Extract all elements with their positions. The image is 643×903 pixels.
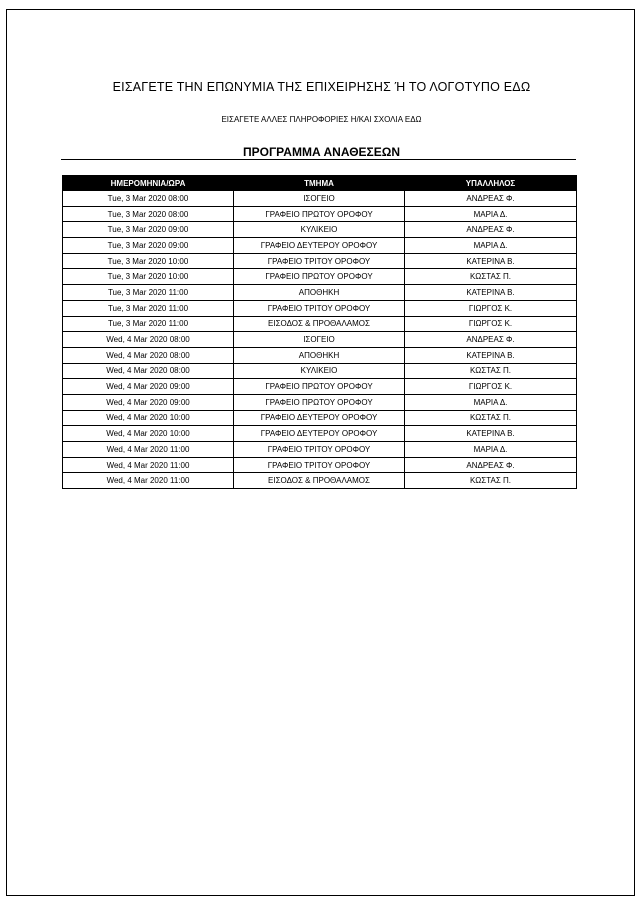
table-row — [63, 300, 577, 316]
employee-cell: ΚΩΣΤΑΣ Π. — [405, 410, 577, 426]
department-cell: ΓΡΑΦΕΙΟ ΔΕΥΤΕΡΟΥ ΟΡΟΦΟΥ — [234, 410, 405, 426]
employee-cell: ΜΑΡΙΑ Δ. — [405, 206, 577, 222]
table-row — [63, 473, 577, 489]
datetime-cell: Tue, 3 Mar 2020 10:00 — [63, 269, 234, 285]
table-header — [63, 176, 577, 191]
department-cell: ΚΥΛΙΚΕΙΟ — [234, 222, 405, 238]
datetime-cell: Wed, 4 Mar 2020 08:00 — [63, 332, 234, 348]
datetime-cell: Tue, 3 Mar 2020 08:00 — [63, 206, 234, 222]
employee-cell: ΚΩΣΤΑΣ Π. — [405, 473, 577, 489]
table-row — [63, 363, 577, 379]
department-cell: ΓΡΑΦΕΙΟ ΤΡΙΤΟΥ ΟΡΟΦΟΥ — [234, 300, 405, 316]
datetime-cell: Tue, 3 Mar 2020 10:00 — [63, 253, 234, 269]
assignment-schedule-table — [62, 175, 577, 489]
department-cell: ΓΡΑΦΕΙΟ ΠΡΩΤΟΥ ΟΡΟΦΟΥ — [234, 206, 405, 222]
table-row — [63, 316, 577, 332]
datetime-cell: Wed, 4 Mar 2020 11:00 — [63, 473, 234, 489]
datetime-cell: Wed, 4 Mar 2020 09:00 — [63, 394, 234, 410]
department-cell: ΙΣΟΓΕΙΟ — [234, 332, 405, 348]
department-cell: ΑΠΟΘΗΚΗ — [234, 347, 405, 363]
department-cell: ΓΡΑΦΕΙΟ ΤΡΙΤΟΥ ΟΡΟΦΟΥ — [234, 457, 405, 473]
datetime-cell: Tue, 3 Mar 2020 08:00 — [63, 191, 234, 207]
department-cell: ΕΙΣΟΔΟΣ & ΠΡΟΘΑΛΑΜΟΣ — [234, 316, 405, 332]
table-row — [63, 206, 577, 222]
employee-cell: ΚΑΤΕΡΙΝΑ Β. — [405, 285, 577, 301]
title-divider — [61, 159, 576, 160]
column-header-datetime: ΗΜΕΡΟΜΗΝΙΑ/ΩΡΑ — [63, 176, 234, 191]
datetime-cell: Tue, 3 Mar 2020 09:00 — [63, 238, 234, 254]
datetime-cell: Wed, 4 Mar 2020 10:00 — [63, 410, 234, 426]
department-cell: ΓΡΑΦΕΙΟ ΠΡΩΤΟΥ ΟΡΟΦΟΥ — [234, 379, 405, 395]
extra-info-placeholder: ΕΙΣΑΓΕΤΕ ΑΛΛΕΣ ΠΛΗΡΟΦΟΡΙΕΣ Η/ΚΑΙ ΣΧΟΛΙΑ ΕΔΩ — [221, 115, 422, 124]
table-row — [63, 191, 577, 207]
department-cell: ΑΠΟΘΗΚΗ — [234, 285, 405, 301]
employee-cell: ΓΙΩΡΓΟΣ Κ. — [405, 379, 577, 395]
table-row — [63, 410, 577, 426]
employee-cell: ΚΑΤΕΡΙΝΑ Β. — [405, 426, 577, 442]
department-cell: ΓΡΑΦΕΙΟ ΤΡΙΤΟΥ ΟΡΟΦΟΥ — [234, 253, 405, 269]
table-row — [63, 269, 577, 285]
department-cell: ΕΙΣΟΔΟΣ & ΠΡΟΘΑΛΑΜΟΣ — [234, 473, 405, 489]
department-cell: ΓΡΑΦΕΙΟ ΠΡΩΤΟΥ ΟΡΟΦΟΥ — [234, 269, 405, 285]
table-row — [63, 238, 577, 254]
datetime-cell: Wed, 4 Mar 2020 10:00 — [63, 426, 234, 442]
datetime-cell: Wed, 4 Mar 2020 08:00 — [63, 363, 234, 379]
datetime-cell: Wed, 4 Mar 2020 11:00 — [63, 442, 234, 458]
employee-cell: ΜΑΡΙΑ Δ. — [405, 238, 577, 254]
employee-cell: ΑΝΔΡΕΑΣ Φ. — [405, 191, 577, 207]
employee-cell: ΑΝΔΡΕΑΣ Φ. — [405, 222, 577, 238]
department-cell: ΓΡΑΦΕΙΟ ΠΡΩΤΟΥ ΟΡΟΦΟΥ — [234, 394, 405, 410]
table-row — [63, 253, 577, 269]
datetime-cell: Wed, 4 Mar 2020 08:00 — [63, 347, 234, 363]
employee-cell: ΑΝΔΡΕΑΣ Φ. — [405, 457, 577, 473]
datetime-cell: Tue, 3 Mar 2020 11:00 — [63, 300, 234, 316]
column-header-department: ΤΜΗΜΑ — [234, 176, 405, 191]
company-name-placeholder: ΕΙΣΑΓΕΤΕ ΤΗΝ ΕΠΩΝΥΜΙΑ ΤΗΣ ΕΠΙΧΕΙΡΗΣΗΣ Ή ΤΟ ΛΟΓΟΤΥΠΟ ΕΔΩ — [112, 80, 531, 94]
employee-cell: ΑΝΔΡΕΑΣ Φ. — [405, 332, 577, 348]
table-row — [63, 426, 577, 442]
department-cell: ΓΡΑΦΕΙΟ ΔΕΥΤΕΡΟΥ ΟΡΟΦΟΥ — [234, 426, 405, 442]
table-body — [63, 191, 577, 489]
datetime-cell: Tue, 3 Mar 2020 11:00 — [63, 285, 234, 301]
department-cell: ΓΡΑΦΕΙΟ ΔΕΥΤΕΡΟΥ ΟΡΟΦΟΥ — [234, 238, 405, 254]
datetime-cell: Wed, 4 Mar 2020 09:00 — [63, 379, 234, 395]
department-cell: ΙΣΟΓΕΙΟ — [234, 191, 405, 207]
table-row — [63, 394, 577, 410]
table-row — [63, 332, 577, 348]
employee-cell: ΚΩΣΤΑΣ Π. — [405, 363, 577, 379]
employee-cell: ΜΑΡΙΑ Δ. — [405, 442, 577, 458]
datetime-cell: Tue, 3 Mar 2020 11:00 — [63, 316, 234, 332]
table-row — [63, 285, 577, 301]
table-row — [63, 347, 577, 363]
department-cell: ΚΥΛΙΚΕΙΟ — [234, 363, 405, 379]
table-row — [63, 379, 577, 395]
department-cell: ΓΡΑΦΕΙΟ ΤΡΙΤΟΥ ΟΡΟΦΟΥ — [234, 442, 405, 458]
employee-cell: ΓΙΩΡΓΟΣ Κ. — [405, 316, 577, 332]
table-row — [63, 442, 577, 458]
document-title: ΠΡΟΓΡΑΜΜΑ ΑΝΑΘΕΣΕΩΝ — [242, 145, 401, 159]
datetime-cell: Tue, 3 Mar 2020 09:00 — [63, 222, 234, 238]
employee-cell: ΚΑΤΕΡΙΝΑ Β. — [405, 347, 577, 363]
employee-cell: ΚΩΣΤΑΣ Π. — [405, 269, 577, 285]
employee-cell: ΚΑΤΕΡΙΝΑ Β. — [405, 253, 577, 269]
table-row — [63, 457, 577, 473]
employee-cell: ΜΑΡΙΑ Δ. — [405, 394, 577, 410]
datetime-cell: Wed, 4 Mar 2020 11:00 — [63, 457, 234, 473]
column-header-employee: ΥΠΑΛΛΗΛΟΣ — [405, 176, 577, 191]
header-row — [63, 176, 577, 191]
employee-cell: ΓΙΩΡΓΟΣ Κ. — [405, 300, 577, 316]
table-row — [63, 222, 577, 238]
